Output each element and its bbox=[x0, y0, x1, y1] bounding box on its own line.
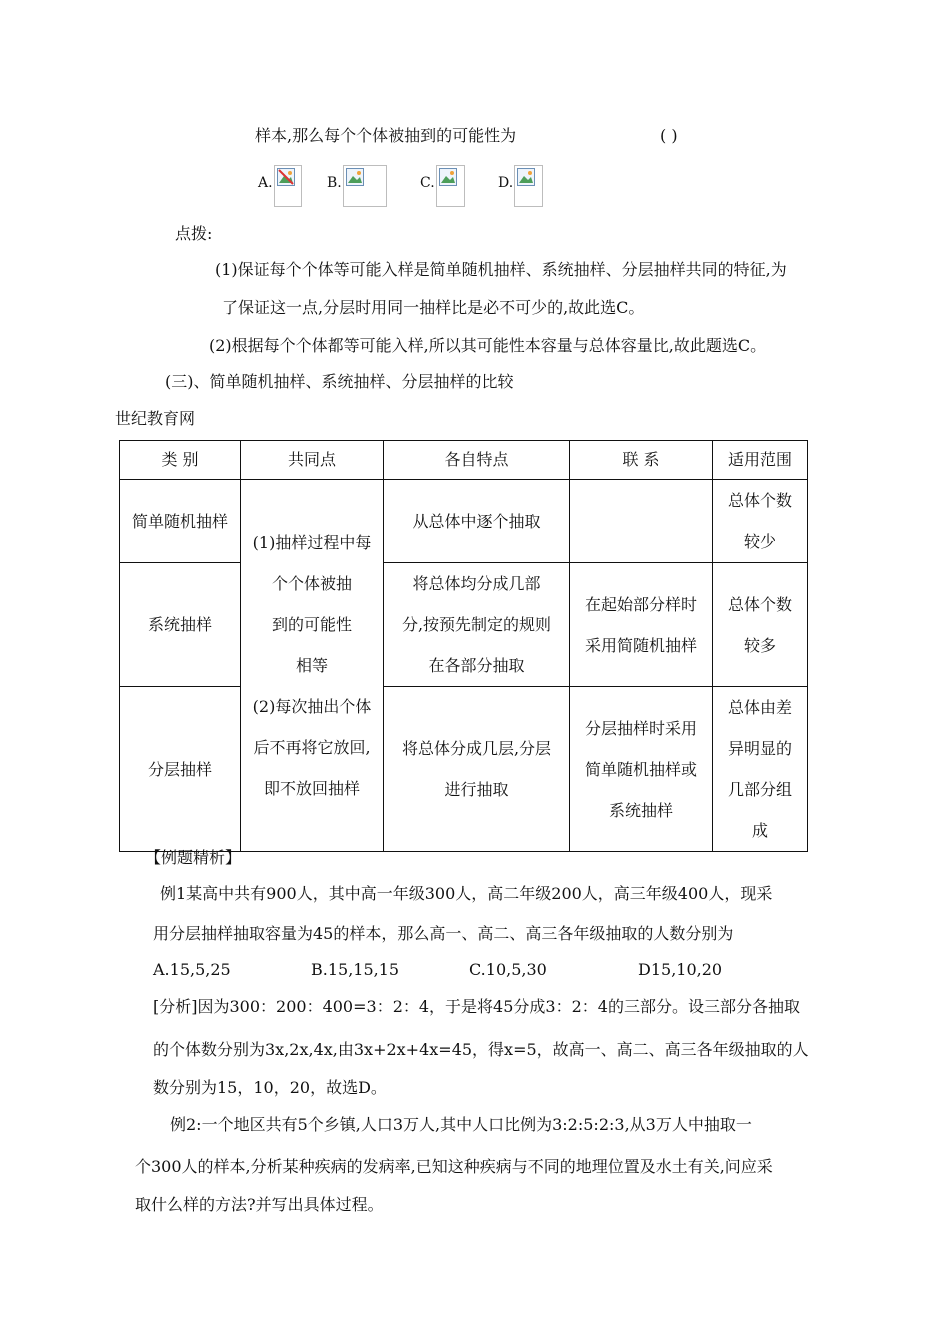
feature-cell bbox=[384, 480, 570, 563]
example-1-analysis-line-2: 的个体数分别为3x,2x,4x,由3x+2x+4x=45，得x=5，故高一、高二、高三各年级抽取的人 bbox=[153, 1040, 809, 1059]
category-cell: 系统抽样 bbox=[120, 563, 241, 687]
hint-title: 点拨: bbox=[175, 224, 213, 243]
scope-cell bbox=[713, 480, 808, 563]
hint-paragraph-2: (2)根据每个个体都等可能入样,所以其可能性本容量与总体容量比,故此题选C。 bbox=[209, 336, 767, 355]
option-c-label: C. bbox=[420, 175, 435, 191]
example-1-option-d: D15,10,20 bbox=[638, 960, 723, 979]
feature-line: 分,按预先制定的规则 bbox=[401, 615, 552, 634]
option-b-label: B. bbox=[327, 175, 342, 191]
common-line: 到的可能性 bbox=[271, 615, 352, 634]
scope-line: 总体个数 bbox=[727, 491, 792, 510]
relation-cell bbox=[570, 687, 713, 852]
common-line: 即不放回抽样 bbox=[263, 779, 360, 798]
scope-cell bbox=[713, 687, 808, 852]
broken-image-icon bbox=[343, 165, 387, 207]
example-2-line-2: 个300人的样本,分析某种疾病的发病率,已知这种疾病与不同的地理位置及水土有关,问应采 bbox=[135, 1157, 773, 1176]
common-line: (2)每次抽出个体 bbox=[252, 697, 372, 716]
option-a-label: A. bbox=[258, 175, 273, 191]
relation-cell bbox=[570, 563, 713, 687]
example-2-line-3: 取什么样的方法?并写出具体过程。 bbox=[135, 1195, 384, 1214]
broken-image-icon bbox=[514, 165, 543, 207]
relation-cell bbox=[570, 480, 713, 563]
relation-line: 采用简随机抽样 bbox=[584, 635, 697, 655]
comparison-table bbox=[119, 440, 808, 852]
category-cell: 分层抽样 bbox=[120, 687, 241, 852]
scope-cell bbox=[713, 563, 808, 687]
header-common: 共同点 bbox=[241, 441, 384, 480]
feature-line: 将总体均分成几部 bbox=[412, 574, 541, 593]
header-feature: 各自特点 bbox=[384, 441, 570, 480]
common-line: 个个体被抽 bbox=[271, 574, 352, 593]
example-1-option-c: C.10,5,30 bbox=[469, 960, 547, 979]
example-1-analysis-line-3: 数分别为15，10，20，故选D。 bbox=[153, 1078, 387, 1097]
scope-line: 成 bbox=[751, 821, 768, 840]
example-1-option-a: A.15,5,25 bbox=[153, 960, 231, 979]
common-cell bbox=[241, 480, 384, 852]
examples-heading: 【例题精析】 bbox=[145, 848, 242, 867]
relation-line: 系统抽样 bbox=[608, 800, 673, 820]
answer-bracket: ( ) bbox=[660, 126, 678, 145]
feature-line: 将总体分成几层,分层 bbox=[401, 739, 552, 758]
scope-line: 较多 bbox=[743, 635, 776, 655]
example-1-option-b: B.15,15,15 bbox=[311, 960, 400, 979]
common-line: 相等 bbox=[295, 656, 328, 675]
example-1-line-1: 例1某高中共有900人，其中高一年级300人，高二年级200人，高三年级400人，现采 bbox=[160, 884, 773, 903]
scope-line: 总体由差 bbox=[727, 698, 792, 717]
hint-paragraph-1-line-1: (1)保证每个个体等可能入样是简单随机抽样、系统抽样、分层抽样共同的特征,为 bbox=[215, 260, 787, 279]
feature-line: 在各部分抽取 bbox=[428, 656, 525, 675]
watermark-text: 世纪教育网 bbox=[115, 409, 196, 428]
header-relation: 联 系 bbox=[570, 441, 713, 480]
example-1-analysis-line-1: [分析]因为300：200：400=3：2：4，于是将45分成3：2：4的三部分。设三部分各抽取 bbox=[153, 997, 800, 1016]
example-1-line-2: 用分层抽样抽取容量为45的样本，那么高一、高二、高三各年级抽取的人数分别为 bbox=[153, 924, 734, 943]
feature-line: 进行抽取 bbox=[444, 780, 509, 799]
example-2-line-1: 例2:一个地区共有5个乡镇,人口3万人,其中人口比例为3:2:5:2:3,从3万人中抽取一 bbox=[170, 1115, 752, 1134]
scope-line: 总体个数 bbox=[727, 594, 792, 614]
scope-line: 异明显的 bbox=[727, 739, 792, 758]
header-category: 类 别 bbox=[120, 441, 241, 480]
common-line: (1)抽样过程中每 bbox=[252, 533, 372, 552]
hint-paragraph-1-line-2: 了保证这一点,分层时用同一抽样比是必不可少的,故此选C。 bbox=[222, 298, 645, 317]
feature-line: 从总体中逐个抽取 bbox=[412, 511, 541, 531]
question-stem: 样本,那么每个个体被抽到的可能性为 bbox=[255, 126, 517, 145]
scope-line: 几部分组 bbox=[727, 780, 792, 799]
section-title: (三)、简单随机抽样、系统抽样、分层抽样的比较 bbox=[165, 372, 514, 391]
category-cell: 简单随机抽样 bbox=[120, 480, 241, 563]
relation-line: 在起始部分样时 bbox=[584, 594, 697, 614]
broken-image-icon bbox=[436, 165, 465, 207]
scope-line: 较少 bbox=[743, 532, 776, 551]
relation-line: 分层抽样时采用 bbox=[584, 718, 697, 738]
relation-line: 简单随机抽样或 bbox=[584, 759, 697, 779]
feature-cell bbox=[384, 687, 570, 852]
header-scope: 适用范围 bbox=[713, 441, 808, 480]
broken-image-icon bbox=[274, 165, 302, 207]
feature-cell bbox=[384, 563, 570, 687]
option-d-label: D. bbox=[498, 175, 514, 191]
common-line: 后不再将它放回, bbox=[253, 738, 371, 757]
